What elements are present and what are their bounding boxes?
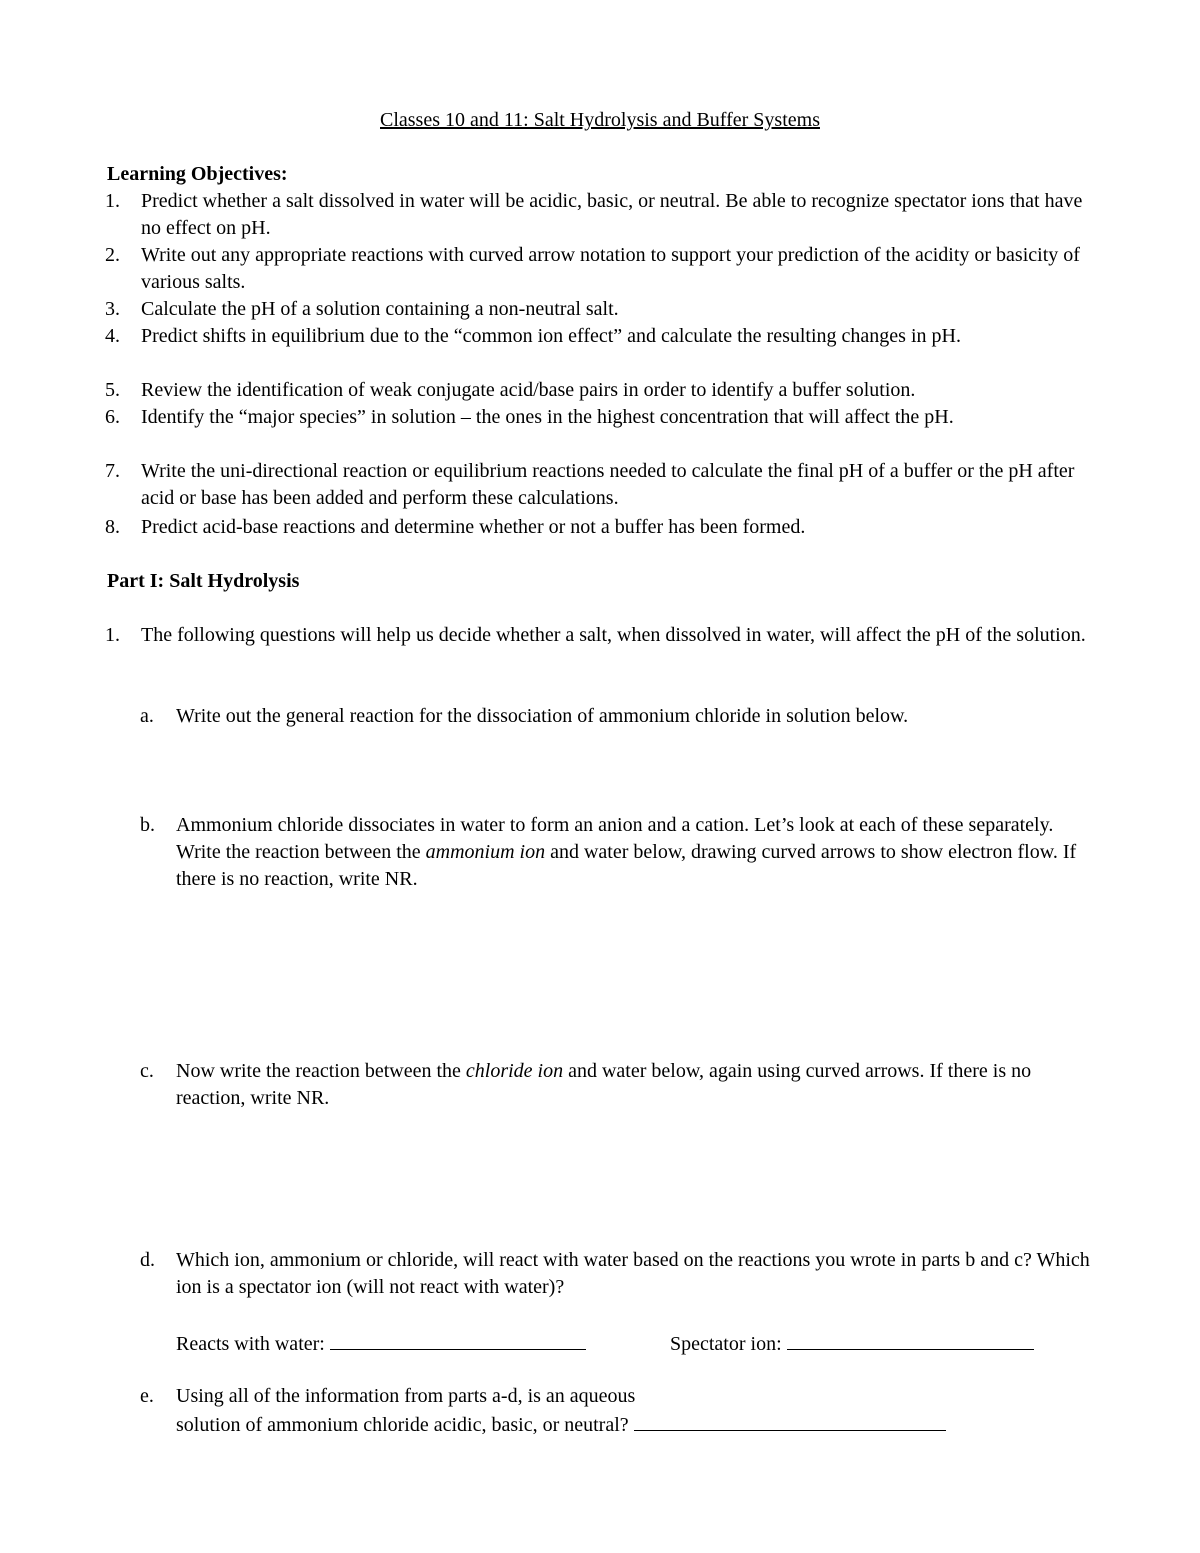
objective-text: Write out any appropriate reactions with curved arrow notation to support your prediction of the acidity or basicity of various salts. <box>141 244 1080 293</box>
objective-text: Write the uni-directional reaction or equilibrium reactions needed to calculate the final pH of a buffer or the pH after acid or base has been added and perform these calculations. <box>141 460 1075 509</box>
objective-number: 3. <box>105 298 120 320</box>
spectator-ion-blank[interactable] <box>787 1329 1034 1350</box>
question-text-part: and water below, again using curved arrows. If there is no reaction, write NR. <box>176 1060 1032 1109</box>
objective-number: 1. <box>105 190 120 212</box>
question-text <box>176 1383 1101 1439</box>
question-label: b. <box>140 814 155 836</box>
question-text-part: and water below, drawing curved arrows to show electron flow. If there is no reaction, write NR. <box>176 841 1077 890</box>
question-text: Which ion, ammonium or chloride, will react with water based on the reactions you wrote in parts b and c? Which ion is a spectator ion (will not react with water)? <box>176 1249 1090 1298</box>
objective-text: Calculate the pH of a solution containing a non-neutral salt. <box>141 298 619 320</box>
emphasis-text: ammonium ion <box>425 841 546 863</box>
reacts-with-water-blank[interactable] <box>330 1329 586 1350</box>
question-label: d. <box>140 1249 155 1271</box>
reacts-with-water-label: Reacts with water: <box>176 1333 325 1355</box>
objective-number: 8. <box>105 516 120 538</box>
objective-text: Predict whether a salt dissolved in water will be acidic, basic, or neutral. Be able to recognize spectator ions that have no effect on pH. <box>141 190 1083 239</box>
question-label: a. <box>140 705 154 727</box>
objective-text: Predict acid-base reactions and determine whether or not a buffer has been formed. <box>141 516 806 538</box>
question-label: c. <box>140 1060 154 1082</box>
spectator-ion-label: Spectator ion: <box>670 1333 782 1355</box>
question-text: The following questions will help us decide whether a salt, when dissolved in water, will affect the pH of the solution. <box>141 624 1086 646</box>
question-number: 1. <box>105 624 120 646</box>
emphasis-text: chloride ion <box>465 1060 564 1082</box>
objective-text: Predict shifts in equilibrium due to the “common ion effect” and calculate the resulting changes in pH. <box>141 325 961 347</box>
reacts-with-water-row <box>176 1329 586 1358</box>
question-text-part: Now write the reaction between the <box>176 1060 466 1082</box>
question-text <box>176 812 1101 893</box>
answer-blank[interactable] <box>634 1410 946 1431</box>
part1-heading: Part I: Salt Hydrolysis <box>107 570 300 592</box>
page-title: Classes 10 and 11: Salt Hydrolysis and Buffer Systems <box>380 109 820 131</box>
question-line: solution of ammonium chloride acidic, basic, or neutral? <box>176 1414 629 1436</box>
question-text <box>176 1058 1101 1112</box>
objective-number: 5. <box>105 379 120 401</box>
question-text-part: Ammonium chloride dissociates in water to form an anion and a cation. Let’s look at each of these separately. Write the reaction between the <box>176 814 1054 863</box>
objectives-heading: Learning Objectives: <box>107 163 288 185</box>
objective-number: 6. <box>105 406 120 428</box>
question-line: Using all of the information from parts a-d, is an aqueous <box>176 1385 636 1407</box>
objective-text: Identify the “major species” in solution – the ones in the highest concentration that will affect the pH. <box>141 406 954 428</box>
objective-number: 4. <box>105 325 120 347</box>
spectator-ion-row <box>670 1329 1034 1358</box>
objective-text: Review the identification of weak conjugate acid/base pairs in order to identify a buffer solution. <box>141 379 916 401</box>
question-text: Write out the general reaction for the dissociation of ammonium chloride in solution below. <box>176 705 909 727</box>
objective-number: 7. <box>105 460 120 482</box>
objective-number: 2. <box>105 244 120 266</box>
question-label: e. <box>140 1385 154 1407</box>
